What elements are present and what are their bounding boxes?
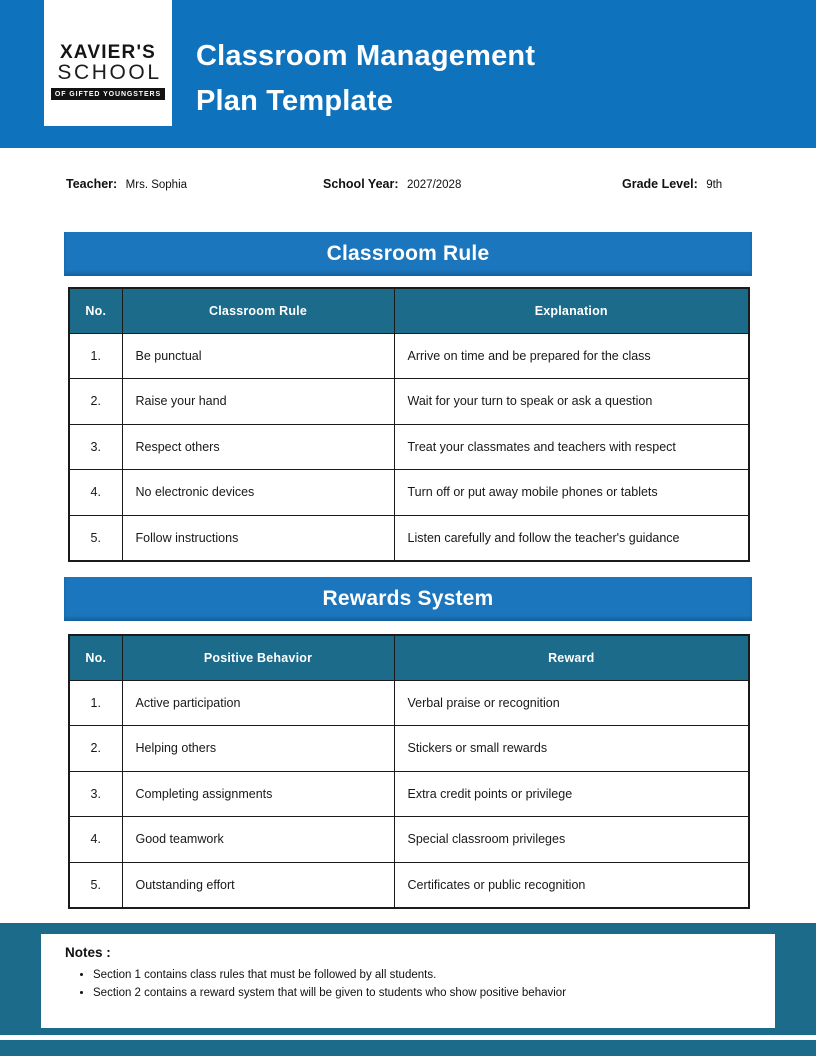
table-row [69, 424, 749, 470]
table-row [69, 333, 749, 379]
page-title-line1: Classroom Management [196, 40, 536, 72]
classroom-rules-table [68, 287, 750, 562]
rule-explanation: Wait for your turn to speak or ask a question [394, 379, 749, 425]
rule-number: 4. [69, 470, 122, 516]
table-row [69, 515, 749, 561]
behavior-text: Outstanding effort [122, 862, 394, 908]
grade-level-label: Grade Level: [622, 177, 698, 191]
school-year-label: School Year: [323, 177, 399, 191]
logo-tagline: OF GIFTED YOUNGSTERS [51, 88, 165, 100]
column-header-no: No. [69, 635, 122, 680]
notes-box [41, 934, 775, 1028]
notes-section [0, 923, 816, 1035]
column-header-rule: Classroom Rule [122, 288, 394, 333]
notes-list [65, 969, 751, 999]
rule-number: 2. [69, 379, 122, 425]
table-row [69, 817, 749, 863]
rule-text: Be punctual [122, 333, 394, 379]
rule-text: Raise your hand [122, 379, 394, 425]
teacher-label: Teacher: [66, 177, 118, 191]
footer-accent-bar [0, 1040, 816, 1056]
behavior-text: Helping others [122, 726, 394, 772]
rule-explanation: Listen carefully and follow the teacher's guidance [394, 515, 749, 561]
page-title [196, 34, 535, 124]
notes-label: Notes : [65, 945, 111, 960]
rule-explanation: Turn off or put away mobile phones or tablets [394, 470, 749, 516]
reward-text: Special classroom privileges [394, 817, 749, 863]
page-header [0, 0, 816, 148]
table-row [69, 379, 749, 425]
rule-text: Respect others [122, 424, 394, 470]
reward-text: Verbal praise or recognition [394, 680, 749, 726]
behavior-text: Active participation [122, 680, 394, 726]
table-row [69, 470, 749, 516]
note-item: • Section 2 contains a reward system that will be given to students who show positive behavior [93, 987, 751, 999]
teacher-value: Mrs. Sophia [125, 179, 188, 191]
table-row [69, 771, 749, 817]
school-year-value: 2027/2028 [406, 179, 462, 191]
column-header-behavior: Positive Behavior [122, 635, 394, 680]
page-title-line2: Plan Template [196, 85, 394, 117]
rule-explanation: Treat your classmates and teachers with respect [394, 424, 749, 470]
school-year-field [323, 177, 461, 191]
section-header-rewards-system: Rewards System [64, 577, 752, 621]
rule-number: 1. [69, 333, 122, 379]
info-row [0, 177, 816, 195]
reward-text: Certificates or public recognition [394, 862, 749, 908]
table-row [69, 680, 749, 726]
table-header-row [69, 635, 749, 680]
rule-text: No electronic devices [122, 470, 394, 516]
grade-level-value: 9th [706, 179, 723, 191]
rule-text: Follow instructions [122, 515, 394, 561]
behavior-text: Good teamwork [122, 817, 394, 863]
behavior-number: 3. [69, 771, 122, 817]
teacher-field [66, 177, 187, 191]
section-header-classroom-rule: Classroom Rule [64, 232, 752, 276]
behavior-number: 5. [69, 862, 122, 908]
rewards-system-table [68, 634, 750, 909]
column-header-reward: Reward [394, 635, 749, 680]
behavior-number: 1. [69, 680, 122, 726]
reward-text: Stickers or small rewards [394, 726, 749, 772]
table-row [69, 726, 749, 772]
rule-number: 3. [69, 424, 122, 470]
rule-number: 5. [69, 515, 122, 561]
grade-level-field [622, 177, 722, 191]
column-header-explanation: Explanation [394, 288, 749, 333]
school-logo [44, 0, 172, 126]
rule-explanation: Arrive on time and be prepared for the class [394, 333, 749, 379]
logo-school-word: SCHOOL [57, 60, 162, 84]
reward-text: Extra credit points or privilege [394, 771, 749, 817]
behavior-number: 4. [69, 817, 122, 863]
logo-school-name: XAVIER'S [59, 41, 157, 63]
table-header-row [69, 288, 749, 333]
behavior-number: 2. [69, 726, 122, 772]
note-item: • Section 1 contains class rules that must be followed by all students. [93, 969, 751, 981]
column-header-no: No. [69, 288, 122, 333]
behavior-text: Completing assignments [122, 771, 394, 817]
table-row [69, 862, 749, 908]
